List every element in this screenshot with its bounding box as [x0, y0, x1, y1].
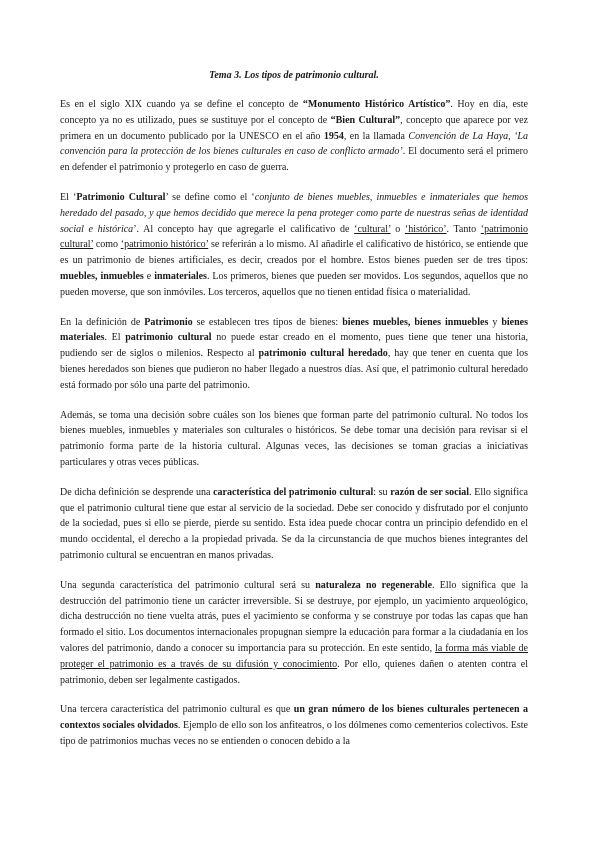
paragraph-3: En la definición de Patrimonio se establecen tres tipos de bienes: bienes muebles, bienes inmuebles y bienes materiales. El patrimonio cultural no puede estar creado en el momento, pues tiene que tener una historia, pudiendo ser de siglos o milenios. Respecto al patrimonio cultural heredado, hay que tener en cuenta que los bienes heredados son bienes que pudieron no haber llegado a nuestros días. Así que, el patrimonio cultural heredado está formado por sólo una parte del patrimonio. [60, 316, 529, 391]
paragraph-5: De dicha definición se desprende una característica del patrimonio cultural: su razón de ser social. Ello significa que el patrimonio cultural tiene que estar al servicio de la sociedad. Debe ser conocido y disfrutado por el conjunto de la sociedad, pues si ello se pierde, pierde su sentido. Esta idea puede chocar contra un principio defendido en el mundo occidental, el derecho a la propiedad privada. Se da la circunstancia de que muchos bienes integrantes del patrimonio cultural se encuentran en manos privadas. [60, 486, 528, 561]
page-title: Tema 3. Los tipos de patrimonio cultural. [209, 70, 379, 81]
paragraph-1: Es en el siglo XIX cuando ya se define el concepto de “Monumento Histórico Artístico”. Hoy en día, este concepto ya no es utilizado, pues se sustituye por el concepto de “Bien Cultural”, concepto que aparece por vez primera en un documento publicado por la UNESCO en el año 1954, en la llamada Convención de La Haya, ‘La convención para la protección de los bienes culturales en caso de conflicto armado’. El documento será el primero en defender el patrimonio y protegerlo en caso de guerra. [60, 99, 529, 174]
paragraph-4: Además, se toma una decisión sobre cuáles son los bienes que forman parte del patrimonio cultural. No todos los bienes muebles, inmuebles y materiales son culturales o históricos. Se debe tomar una decisión para revisar si el patrimonio forma parte de la historia cultural. Algunas veces, las decisiones se toman gracias a iniciativas particulares y otras veces públicas. [60, 409, 528, 468]
document-body [60, 68, 528, 764]
paragraph-7: Una tercera característica del patrimonio cultural es que un gran número de los bienes culturales pertenecen a contextos sociales olvidados. Ejemplo de ello son los anfiteatros, o los dólmenes como cementerios colectivos. Este tipo de patrimonios muchas veces no se entienden o conocen debido a la [60, 704, 528, 747]
paragraph-6: Una segunda característica del patrimonio cultural será su naturaleza no regenerable. Ello significa que la destrucción del patrimonio tiene un carácter irreversible. Si se destruye, por ejemplo, un yacimiento arqueológico, dicha destrucción no tiene vuelta atrás, pues el yacimiento se conforma y se construye por todas las capas que han formado el sitio. Los documentos internacionales propugnan siempre la educación para formar a la ciudadanía en los valores del patrimonio, dando a conocer su importancia para su protección. En este sentido, la forma más viable de proteger el patrimonio es a través de su difusión y conocimiento. Por ello, quienes dañen o atenten contra el patrimonio, deben ser legalmente castigados. [60, 579, 529, 686]
paragraph-2: El ‘Patrimonio Cultural’ se define como el ‘conjunto de bienes muebles, inmuebles e inmateriales que hemos heredado del pasado, y que hemos decidido que merece la pena proteger como parte de nuestras señas de identidad social e histórica’. Al concepto hay que agregarle el calificativo de ‘cultural’ o ‘histórico’. Tanto ‘patrimonio cultural’ como ‘patrimonio histórico’ se referirán a lo mismo. Al añadirle el calificativo de histórico, se entiende que es un patrimonio de bienes artificiales, es decir, creados por el hombre. Estos bienes pueden ser de tres tipos: muebles, inmuebles e inmateriales. Los primeros, bienes que pueden ser movidos. Los segundos, aquellos que no pueden moverse, que son inmóviles. Los terceros, aquellos que no tienen entidad física o materialidad. [60, 191, 529, 298]
